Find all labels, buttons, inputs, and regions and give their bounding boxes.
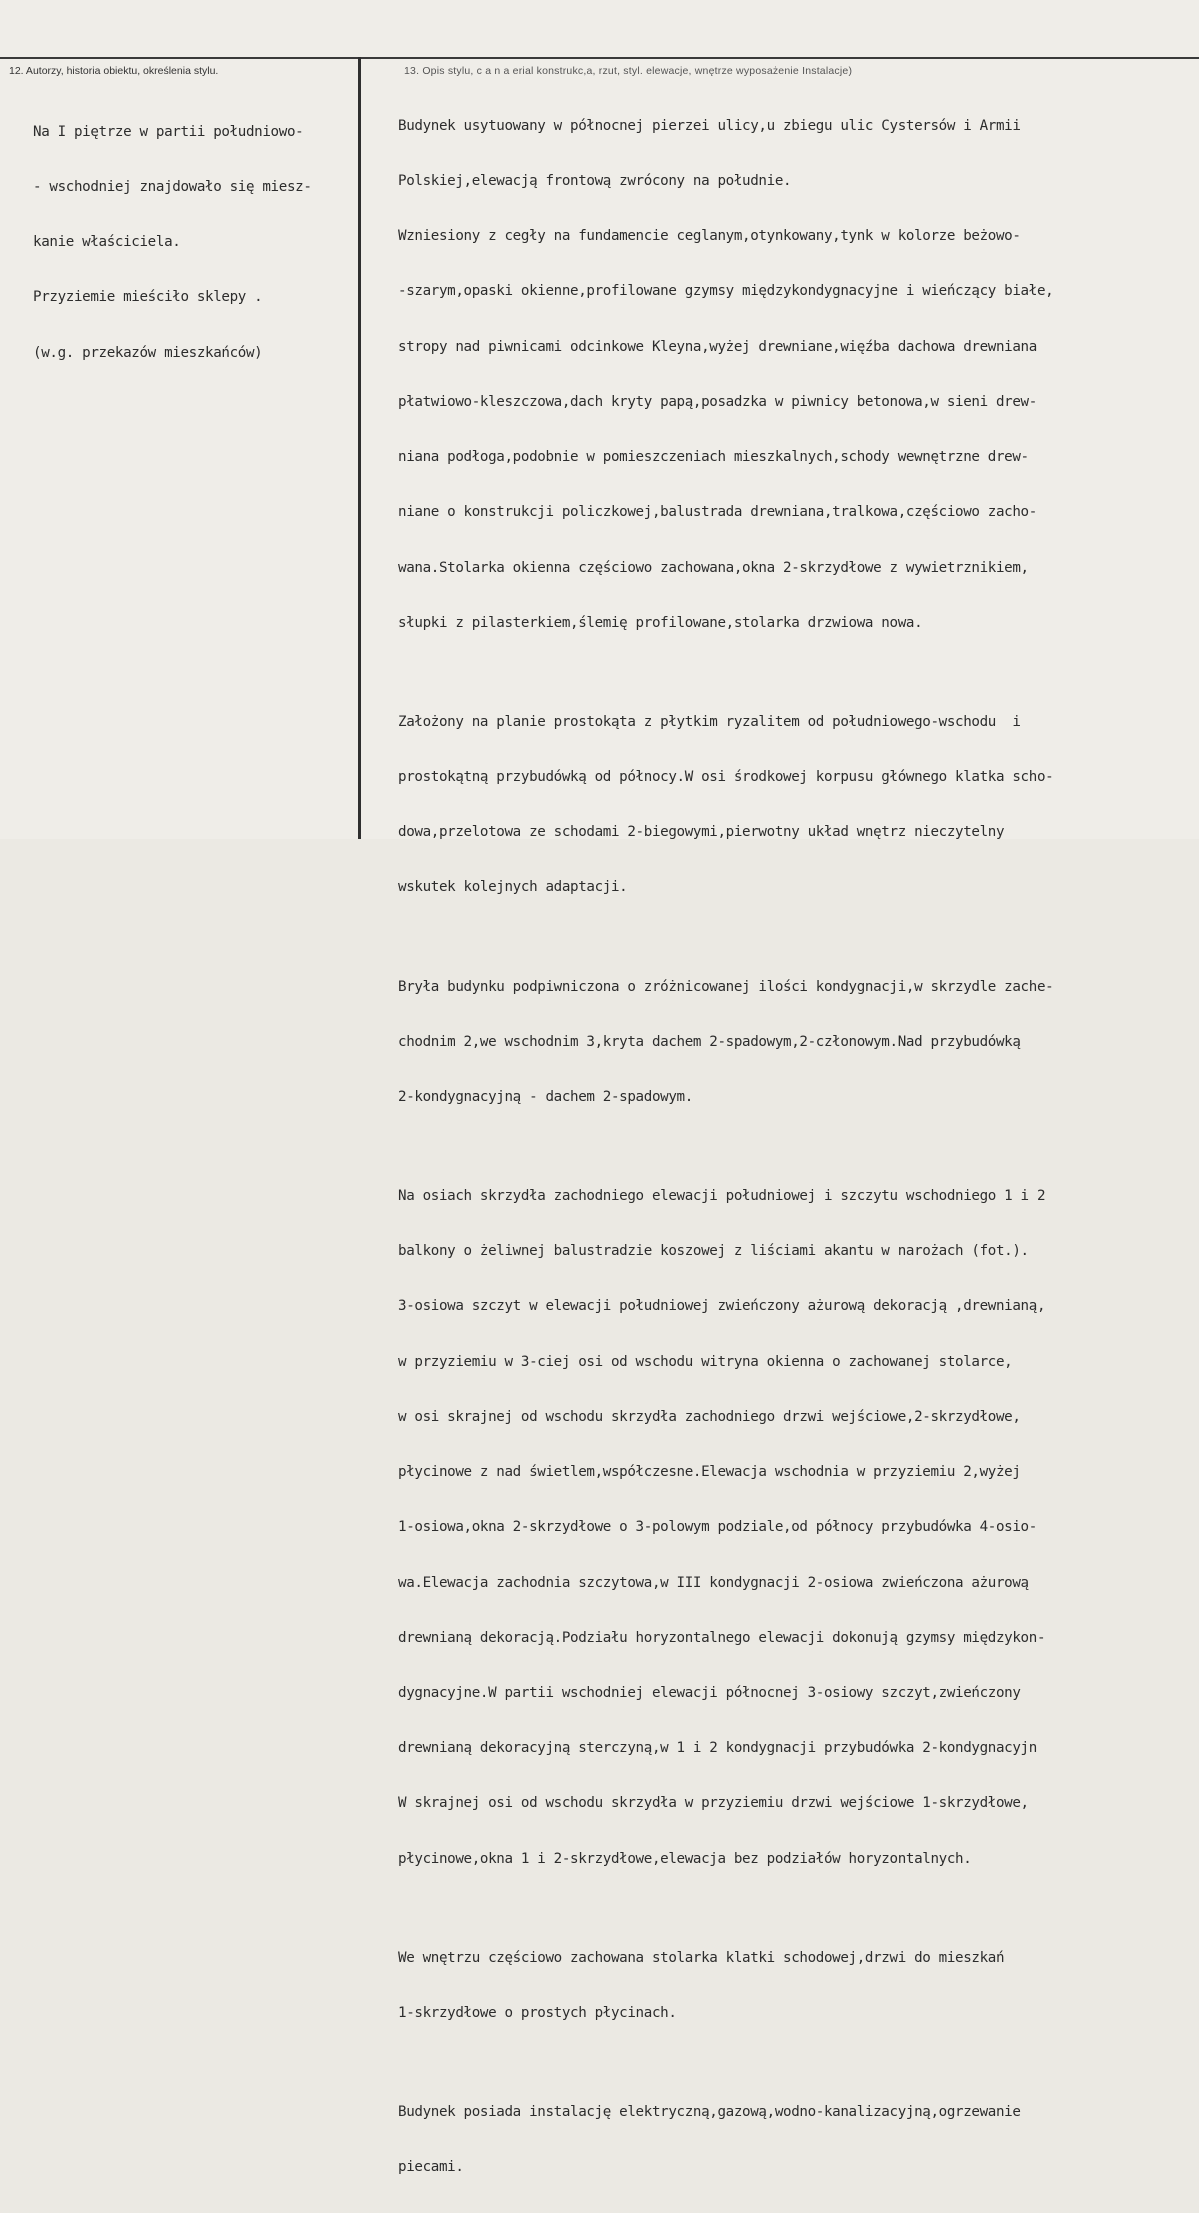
paragraph-gap: [398, 669, 1053, 676]
history-line: Na I piętrze w partii południowo-: [33, 123, 304, 140]
paragraph-gap: [398, 2059, 1053, 2066]
paragraph-gap: [398, 934, 1053, 941]
description-line: wa.Elewacja zachodnia szczytowa,w III kondygnacji 2-osiowa zwieńczona ażurową: [398, 1574, 1029, 1591]
section-13-header: 13. Opis stylu, c a n a erial konstrukc,a, rzut, styl. elewacje, wnętrze wyposażenie Instalacje): [404, 65, 853, 77]
description-line: dowa,przelotowa ze schodami 2-biegowymi,pierwotny układ wnętrz nieczytelny: [398, 824, 1005, 841]
history-line: Przyziemie mieściło sklepy .: [33, 289, 263, 306]
description-line: 1-osiowa,okna 2-skrzydłowe o 3-polowym podziale,od północy przybudówka 4-osio-: [398, 1519, 1037, 1536]
description-line: -szarym,opaski okienne,profilowane gzymsy międzykondygnacyjne i wieńczący białe,: [398, 283, 1054, 300]
description-line: Budynek usytuowany w północnej pierzei ulicy,u zbiegu ulic Cystersów i Armii: [398, 117, 1021, 134]
description-line: balkony o żeliwnej balustradzie koszowej z liściami akantu w narożach (fot.).: [398, 1243, 1029, 1260]
description-line: drewnianą dekoracją.Podziału horyzontalnego elewacji dokonują gzymsy międzykon-: [398, 1629, 1046, 1646]
description-line: płycinowe,okna 1 i 2-skrzydłowe,elewacja bez podziałów horyzontalnych.: [398, 1850, 972, 1867]
description-line: w osi skrajnej od wschodu skrzydła zachodniego drzwi wejściowe,2-skrzydłowe,: [398, 1408, 1021, 1425]
description-line: Polskiej,elewacją frontową zwrócony na południe.: [398, 173, 792, 190]
description-line: stropy nad piwnicami odcinkowe Kleyna,wyżej drewniane,więźba dachowa drewniana: [398, 338, 1037, 355]
description-text: [398, 80, 1053, 2213]
description-line: 1-skrzydłowe o prostych płycinach.: [398, 2004, 677, 2021]
description-line: drewnianą dekoracyjną sterczyną,w 1 i 2 kondygnacji przybudówka 2-kondygnacyjn: [398, 1740, 1037, 1757]
description-line: Na osiach skrzydła zachodniego elewacji południowej i szczytu wschodniego 1 i 2: [398, 1187, 1046, 1204]
description-line: dygnacyjne.W partii wschodniej elewacji północnej 3-osiowy szczyt,zwieńczony: [398, 1684, 1021, 1701]
description-line: niane o konstrukcji policzkowej,balustrada drewniana,tralkowa,częściowo zacho-: [398, 504, 1037, 521]
paragraph-gap: [398, 1143, 1053, 1150]
description-line: chodnim 2,we wschodnim 3,kryta dachem 2-spadowym,2-członowym.Nad przybudówką: [398, 1033, 1021, 1050]
description-line: Założony na planie prostokąta z płytkim ryzalitem od południowego-wschodu i: [398, 713, 1021, 730]
history-line: kanie właściciela.: [33, 234, 181, 251]
history-text: [33, 86, 312, 399]
description-line: W skrajnej osi od wschodu skrzydła w przyziemiu drzwi wejściowe 1-skrzydłowe,: [398, 1795, 1029, 1812]
description-line: płycinowe z nad świetlem,współczesne.Elewacja wschodnia w przyziemiu 2,wyżej: [398, 1464, 1021, 1481]
description-line: 3-osiowa szczyt w elewacji południowej zwieńczony ażurową dekoracją ,drewnianą,: [398, 1298, 1046, 1315]
paragraph-gap: [398, 1905, 1053, 1912]
column-divider: [358, 57, 361, 839]
description-line: Wzniesiony z cegły na fundamencie ceglanym,otynkowany,tynk w kolorze beżowo-: [398, 228, 1021, 245]
description-line: We wnętrzu częściowo zachowana stolarka klatki schodowej,drzwi do mieszkań: [398, 1949, 1005, 1966]
description-line: 2-kondygnacyjną - dachem 2-spadowym.: [398, 1088, 693, 1105]
history-line: - wschodniej znajdowało się miesz-: [33, 179, 312, 196]
history-line: (w.g. przekazów mieszkańców): [33, 344, 263, 361]
description-line: słupki z pilasterkiem,ślemię profilowane,stolarka drzwiowa nowa.: [398, 614, 923, 631]
description-line: niana podłoga,podobnie w pomieszczeniach mieszkalnych,schody wewnętrzne drew-: [398, 449, 1029, 466]
description-line: wskutek kolejnych adaptacji.: [398, 879, 628, 896]
description-line: w przyziemiu w 3-ciej osi od wschodu witryna okienna o zachowanej stolarce,: [398, 1353, 1013, 1370]
header-divider: [0, 57, 1199, 59]
section-12-header: 12. Autorzy, historia obiektu, określenia stylu.: [9, 65, 219, 77]
description-line: Budynek posiada instalację elektryczną,gazową,wodno-kanalizacyjną,ogrzewanie: [398, 2103, 1021, 2120]
description-line: Bryła budynku podpiwniczona o zróżnicowanej ilości kondygnacji,w skrzydle zache-: [398, 978, 1054, 995]
description-line: piecami.: [398, 2159, 464, 2176]
description-line: prostokątną przybudówką od północy.W osi środkowej korpusu głównego klatka scho-: [398, 769, 1054, 786]
description-line: płatwiowo-kleszczowa,dach kryty papą,posadzka w piwnicy betonowa,w sieni drew-: [398, 393, 1037, 410]
description-line: wana.Stolarka okienna częściowo zachowana,okna 2-skrzydłowe z wywietrznikiem,: [398, 559, 1029, 576]
